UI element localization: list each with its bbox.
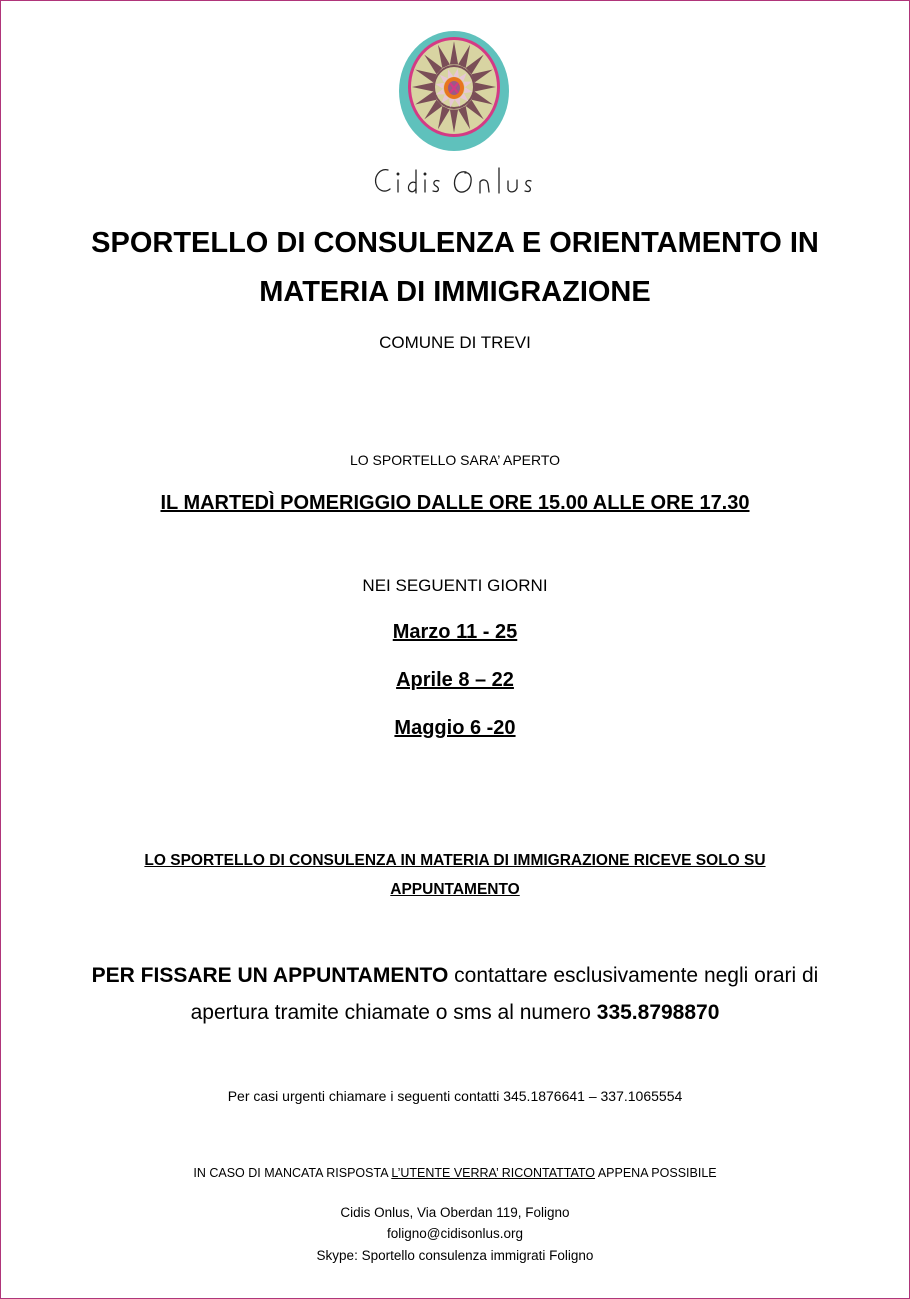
footer-skype: Skype: Sportello consulenza immigrati Foligno <box>316 1248 594 1263</box>
no-answer-underlined: L’UTENTE VERRA’ RICONTATTATO <box>391 1166 596 1180</box>
footer-address: Cidis Onlus, Via Oberdan 119, Foligno <box>340 1205 570 1220</box>
opening-intro: LO SPORTELLO SARA’ APERTO <box>349 452 561 468</box>
no-answer-post: APPENA POSSIBILE <box>595 1166 717 1180</box>
opening-schedule: IL MARTEDÌ POMERIGGIO DALLE ORE 15.00 ALLE ORE 17.30 <box>160 492 750 514</box>
appointment-notice-line-1: LO SPORTELLO DI CONSULENZA IN MATERIA DI IMMIGRAZIONE RICEVE SOLO SU <box>144 852 766 869</box>
contact-text-2: apertura tramite chiamate o sms al numero <box>190 1001 597 1024</box>
contact-text-1: contattare esclusivamente negli orari di <box>448 964 819 987</box>
appointment-notice-line-2: APPUNTAMENTO <box>390 881 520 898</box>
contact-bold-lead: PER FISSARE UN APPUNTAMENTO <box>91 964 449 987</box>
month-maggio: Maggio 6 -20 <box>394 717 516 739</box>
cidis-onlus-wordmark <box>368 160 543 200</box>
footer-email[interactable]: foligno@cidisonlus.org <box>386 1226 524 1241</box>
page-title-line-1: SPORTELLO DI CONSULENZA E ORIENTAMENTO IN <box>91 227 819 259</box>
cidis-mandala-logo <box>398 30 510 152</box>
page-title-line-2: MATERIA DI IMMIGRAZIONE <box>259 276 651 308</box>
contact-line-2 <box>0 1001 910 1025</box>
no-answer-line <box>0 1166 910 1180</box>
contact-phone: 335.8798870 <box>596 1001 720 1024</box>
month-marzo: Marzo 11 - 25 <box>392 621 518 643</box>
contact-line-1 <box>0 964 910 988</box>
month-aprile: Aprile 8 – 22 <box>396 669 514 691</box>
urgent-contacts: Per casi urgenti chiamare i seguenti contatti 345.1876641 – 337.1065554 <box>227 1088 683 1104</box>
comune-label: COMUNE DI TREVI <box>379 333 531 352</box>
days-intro: NEI SEGUENTI GIORNI <box>362 576 548 595</box>
no-answer-pre: IN CASO DI MANCATA RISPOSTA <box>193 1166 392 1180</box>
